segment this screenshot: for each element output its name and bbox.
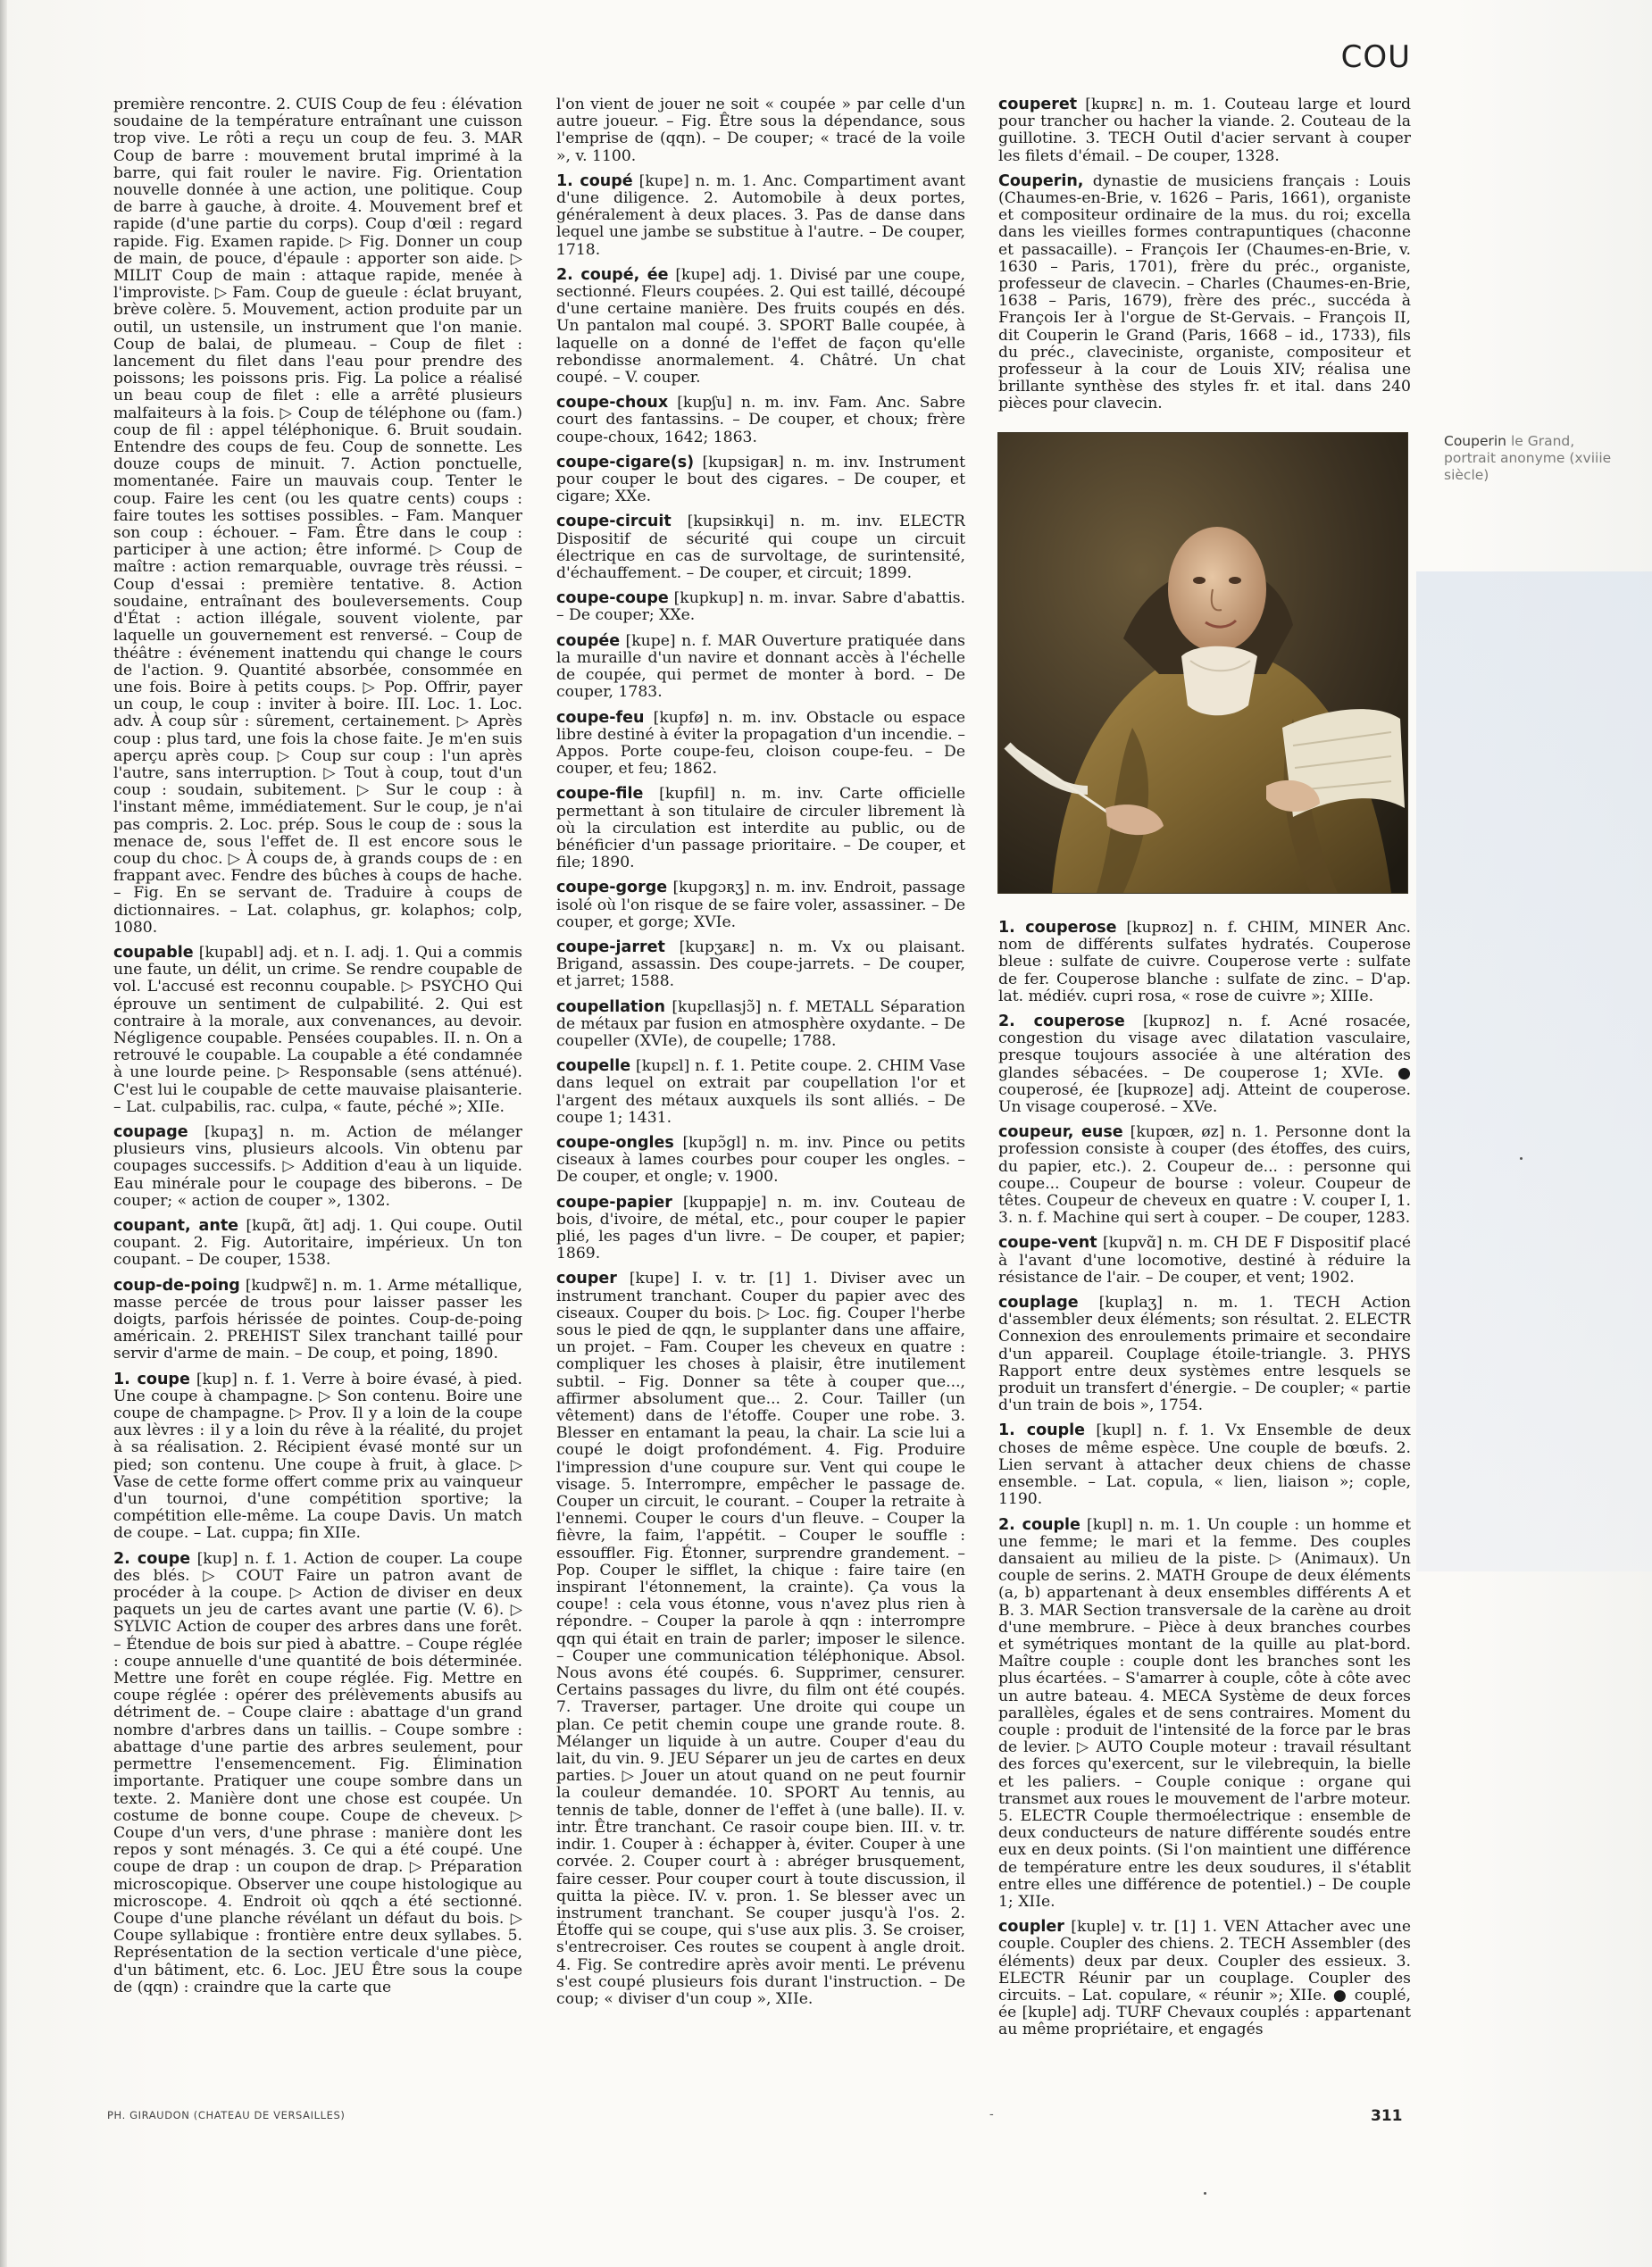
headword: coupellation [556, 997, 665, 1016]
entry-body: [kupgɔʀʒ] n. m. inv. Endroit, passage isolé où l'on risque de se faire voler, assassiner. – De couper, et gorge; XVIe. [556, 879, 965, 931]
entry-body: [kupɛl] n. f. 1. Petite coupe. 2. CHIM Vase dans lequel on extrait par coupellation l'or et l'argent des métaux auxquels ils sont alliés. – De coupe 1; 1431. [556, 1057, 965, 1127]
photo-credit: PH. GIRAUDON (CHATEAU DE VERSAILLES) [107, 2109, 346, 2121]
entry-body: [kupʒaʀɛ] n. m. Vx ou plaisant. Brigand, assassin. Des coupe-jarrets. – De couper, et jarret; 1588. [556, 938, 965, 991]
headword: coup-de-poing [113, 1276, 240, 1295]
caption-text: le Grand, portrait anonyme (xviiie siècle) [1444, 433, 1612, 483]
headword: couplage [998, 1294, 1079, 1313]
entry [556, 96, 965, 165]
entry [556, 710, 965, 779]
entry-body: [kuplaʒ] n. m. 1. TECH Action d'assembler deux éléments; son résultat. 2. ELECTR Connexion des enroulements primaire et secondaire d'un appareil. Couplage étoile-triangle. 3. PHYS Rapport entre deux systèmes entre lesquels se produit un transfert d'énergie. – De coupler; « partie d'un train de bois », 1754. [998, 1294, 1411, 1415]
caption-name: Couperin [1444, 433, 1507, 449]
portrait-painting [998, 433, 1407, 893]
headword: coupant, ante [113, 1217, 239, 1235]
entry-body: [kudpwɛ̃] n. m. 1. Arme métallique, masse percée de trous pour laisser passer les doigts, parfois hérissée de pointes. Coup-de-poing américain. 2. PREHIST Silex tranchant taillé pour servir d'arme de main. – De coup, et poing, 1890. [113, 1276, 522, 1363]
entry-body: [kupe] n. f. MAR Ouverture pratiquée dans la muraille d'un navire et donnant accès à l'échelle de coupée, qui permet de monter à bord. – De couper, 1783. [556, 631, 965, 702]
entry-body: [kupabl] adj. et n. I. adj. 1. Qui a commis une faute, un délit, un crime. Se rendre coupable de vol. L'accusé est reconnu coupable. ▷ PSYCHO Qui éprouve un sentiment de culpabilité. 2. Qui est contraire à la morale, aux convenances, au devoir. Négligence coupable. Pensées coupables. II. n. On a retrouvé le coupable. La coupable a été condamnée à une lourde peine. ▷ Responsable (sens atténué). C'est lui le coupable de cette mauvaise plaisanterie. – Lat. culpabilis, rac. culpa, « faute, péché »; XIIe. [113, 943, 522, 1116]
entry [556, 267, 965, 387]
headword: coupée [556, 631, 621, 650]
entry [113, 1218, 522, 1270]
headword: 2. coupe [113, 1549, 191, 1568]
headword: coupler [998, 1918, 1064, 1937]
entry [998, 920, 1411, 1005]
entry [556, 633, 965, 702]
headword: coupe-choux [556, 394, 669, 413]
entry [556, 1195, 965, 1263]
headword: coupable [113, 943, 194, 962]
entry-body: [kuppapje] n. m. inv. Couteau de bois, d'ivoire, de métal, etc., pour couper le papier plié, les pages d'un livre. – De couper, et papier; 1869. [556, 1193, 965, 1263]
scan-shadow-band [1416, 571, 1652, 1571]
page-mark: - [989, 2107, 994, 2121]
headword: coupe-papier [556, 1193, 672, 1212]
entry-body: [kupɛllasjɔ̃] n. f. METALL Séparation de métaux par fusion en atmosphère oxydante. – De coupeller (XVIe), de coupelle; 1788. [556, 997, 965, 1050]
entry-body: [kupe] adj. 1. Divisé par une coupe, sectionné. Fleurs coupées. 2. Qui est taillé, découpé d'une certaine manière. Des fruits coupés en dés. Un pantalon mal coupé. 3. SPORT Balle coupée, à laquelle on a donné de l'effet de façon qu'elle rebondisse anormalement. 4. Châtré. Un chat coupé. – V. couper. [556, 265, 965, 388]
entry-body: [kupsigaʀ] n. m. inv. Instrument pour couper le bout des cigares. – De couper, et cigare; XXe. [556, 453, 965, 506]
column-2 [556, 96, 965, 2088]
entry-body: [kupaʒ] n. m. Action de mélanger plusieurs vins, plusieurs alcools. Vin obtenu par coupages successifs. ▷ Addition d'eau à un liquide. Eau minérale pour le coupage des biberons. – De couper; « action de couper », 1302. [113, 1122, 522, 1210]
entry [998, 1235, 1411, 1287]
entry [113, 1371, 522, 1543]
entry [113, 96, 522, 937]
headword: coupe-jarret [556, 938, 665, 956]
entry [556, 173, 965, 259]
entry [556, 513, 965, 582]
entry-body: [kup] n. f. 1. Verre à boire évasé, à pied. Une coupe à champagne. ▷ Son contenu. Boire une coupe de champagne. ▷ Prov. Il y a loin de la coupe aux lèvres : il y a loin du rêve à la réalité, du projet à sa réalisation. 2. Récipient évasé monté sur un pied; son contenu. Une coupe à fruit, à glace. ▷ Vase de cette forme offert comme prix au vainqueur d'un tournoi, d'une compétition sportive; la compétition elle-même. La coupe Davis. Un match de coupe. – Lat. cuppa; fin XIIe. [113, 1370, 522, 1543]
entry-body: [kupfil] n. m. inv. Carte officielle permettant à son titulaire de circuler librement là où la circulation est interdite au public, ou de bénéficier d'un passage prioritaire. – De couper, et file; 1890. [556, 785, 965, 872]
headword: coupe-circuit [556, 513, 672, 531]
headword: 1. coupe [113, 1370, 190, 1388]
headword: coupe-coupe [556, 589, 669, 608]
entry [113, 1278, 522, 1363]
entry-body: [kupkup] n. m. invar. Sabre d'abattis. – De couper; XXe. [556, 589, 965, 625]
headword: coupe-cigare(s) [556, 453, 695, 471]
entry [998, 173, 1411, 413]
entry-body: [kupfø] n. m. inv. Obstacle ou espace libre destiné à éviter la propagation d'un incendie. – Appos. Porte coupe-feu, cloison coupe-feu. – De couper, et feu; 1862. [556, 708, 965, 779]
headword: coupe-vent [998, 1234, 1097, 1253]
headword: couper [556, 1270, 617, 1288]
entry-body: [kupœʀ, øz] n. 1. Personne dont la profession consiste à couper (des étoffes, des cuirs, du papier, etc.). 2. Coupeur de... : personne qui coupe... Coupeur de bourse : voleur. Coupeur de têtes. Coupeur de cheveux en quatre : V. couper I, 1. 3. n. f. Machine qui sert à couper. – De couper, 1283. [998, 1123, 1411, 1228]
page-number: 311 [1371, 2107, 1403, 2125]
headword: coupage [113, 1122, 188, 1141]
entry [556, 454, 965, 506]
entry [556, 999, 965, 1051]
headword: Couperin, [998, 171, 1084, 190]
column-1 [113, 96, 522, 2088]
portrait-caption [1444, 433, 1623, 484]
entry [556, 879, 965, 931]
entry [556, 1271, 965, 2008]
headword: coupe-ongles [556, 1133, 674, 1152]
entry-body: [kupe] I. v. tr. [1] 1. Diviser avec un instrument tranchant. Couper du papier avec des ciseaux. Couper du bois. ▷ Loc. fig. Couper l'herbe sous le pied de qqn, le supplanter dans une affaire, un projet. – Fam. Couper les cheveux en quatre : compliquer les choses à plaisir, être inutilement subtil. – Fig. Donner sa tête à couper que..., affirmer absolument que... 2. Cour. Tailler (un vêtement) dans de l'étoffe. Couper une robe. 3. Blesser en entamant la peau, la chair. La scie lui a coupé le doigt profondément. 4. Fig. Produire l'impression d'une coupure sur. Vent qui coupe le visage. 5. Interrompre, empêcher le passage de. Couper un circuit, le courant. – Couper la retraite à l'ennemi. Couper le cours d'un fleuve. – Couper la fièvre, la faim, l'appétit. – Couper le souffle : essouffler. Fig. Étonner, surprendre grandement. – Pop. Couper le sifflet, la chique : faire taire (en inspirant l'étonnement, la crainte). Ça vous la coupe! : cela vous étonne, vous n'avez plus rien à répondre. – Couper la parole à qqn : interrompre qqn qui était en train de parler; imposer le silence. – Couper une communication téléphonique. Absol. Nous avons été coupés. 6. Supprimer, censurer. Certains passages du livre, du film ont été coupés. 7. Traverser, partager. Une droite qui coupe un plan. Ce petit chemin coupe une grande route. 8. Mélanger un liquide à un autre. Couper d'eau du lait, du vin. 9. JEU Séparer un jeu de cartes en deux parties. ▷ Jouer un atout quand on ne peut fournir la couleur demandée. 10. SPORT Au tennis, au tennis de table, donner de l'effet à (une balle). II. v. intr. Être tranchant. Ce rasoir coupe bien. III. v. tr. indir. 1. Couper à : échapper à, éviter. Couper à une corvée. 2. Couper court à : abréger brusquement, faire cesser. Pour couper court à toute discussion, il quitta la pièce. IV. v. pron. 1. Se blesser avec un instrument tranchant. Se couper jusqu'à l'os. 2. Étoffe qui se coupe, qui s'use aux plis. 3. Se croiser, s'entrecroiser. Ces routes se coupent à angle droit. 4. Fig. Se contredire après avoir menti. Le prévenu s'est coupé plusieurs fois durant l'instruction. – De coup; « diviser d'un coup », XIIe. [556, 1270, 965, 2008]
running-head: COU [1340, 39, 1411, 75]
headword: 2. couperose [998, 1013, 1125, 1031]
entry-body: [kupvɑ̃] n. m. CH DE F Dispositif placé à l'avant d'une locomotive, destiné à réduire la résistance de l'air. – De couper, et vent; 1902. [998, 1234, 1411, 1287]
entry-body: [kupsiʀkɥi] n. m. inv. ELECTR Dispositif de sécurité qui coupe un circuit électrique en cas de survoltage, de surintensité, d'échauffement. – De couper, et circuit; 1899. [556, 513, 965, 583]
headword: coupe-feu [556, 708, 645, 727]
entry [556, 786, 965, 871]
entry [556, 395, 965, 446]
entry [556, 590, 965, 624]
entry [556, 1058, 965, 1127]
headword: coupe-gorge [556, 879, 668, 897]
entry-body: [kuple] v. tr. [1] 1. VEN Attacher avec une couple. Coupler des chiens. 2. TECH Assembler (des éléments) deux par deux. Coupler des essieux. 3. ELECTR Réunir par un couplage. Coupler des circuits. – Lat. copulare, « réunir »; XIIe. ● couplé, ée [kuple] adj. TURF Chevaux couplés : appartenant au même propriétaire, et engagés [998, 1918, 1411, 2039]
entry [556, 939, 965, 991]
scan-edge [0, 0, 7, 2267]
headword: 2. couple [998, 1515, 1080, 1534]
entry-body: [kupl] n. f. 1. Vx Ensemble de deux choses de même espèce. Une couple de bœufs. 2. Lien servant à attacher deux chiens de chasse ensemble. – Lat. copula, « lien, liaison »; cople, 1190. [998, 1421, 1411, 1509]
couperin-portrait [998, 433, 1407, 893]
entry [998, 1013, 1411, 1116]
entry-body: [kupe] n. m. 1. Anc. Compartiment avant d'une diligence. 2. Automobile à deux portes, généralement à deux places. 3. Pas de danse dans lequel une jambe se substitue à l'autre. – De couper, 1718. [556, 171, 965, 259]
entry [998, 1517, 1411, 1912]
entry-body: [kupɑ̃, ɑ̃t] adj. 1. Qui coupe. Outil coupant. 2. Fig. Autoritaire, impérieux. Un ton coupant. – De couper, 1538. [113, 1217, 522, 1270]
entry-body: [kupʀoz] n. f. CHIM, MINER Anc. nom de différents sulfates hydratés. Couperose bleue : sulfate de cuivre. Couperose verte : sulfate de fer. Couperose blanche : sulfate de zinc. – D'ap. lat. médiév. cupri rosa, « rose de cuivre »; XIIIe. [998, 920, 1411, 1005]
entry-body: dynastie de musiciens français : Louis (Chaumes-en-Brie, v. 1626 – Paris, 1661), organiste et compositeur ordinaire de la mus. du roi; excella dans les vieilles formes contrapuntiques (chaconne et passacaille). – François Ier (Chaumes-en-Brie, v. 1630 – Paris, 1701), frère du préc., organiste, professeur de clavecin. – Charles (Chaumes-en-Brie, 1638 – Paris, 1679), frère des préc., succéda à François Ier à l'orgue de St-Gervais. – François II, dit Couperin le Grand (Paris, 1668 – id., 1733), fils du préc., claveciniste, organiste, compositeur et professeur à la cour de Louis XIV; réalisa une brillante synthèse des styles fr. et ital. dans 240 pièces pour clavecin. [998, 171, 1411, 413]
entry [998, 1295, 1411, 1414]
headword: 1. couperose [998, 920, 1117, 937]
headword: coupelle [556, 1057, 631, 1076]
entry [113, 945, 522, 1116]
entry-body: [kupʀoz] n. f. Acné rosacée, congestion du visage avec dilatation vasculaire, presque toujours associée à une altération des glandes sébacées. – De couperose 1; XVIe. ● couperosé, ée [kupʀoze] adj. Atteint de couperose. Un visage couperosé. – XVe. [998, 1013, 1411, 1117]
entry-body: [kupl] n. m. 1. Un couple : un homme et une femme; le mari et la femme. Des couples dansaient au milieu de la piste. ▷ (Animaux). Un couple de serins. 2. MATH Groupe de deux éléments (a, b) appartenant à deux ensembles différents A et B. 3. MAR Section transversale de la carène au droit d'une membrure. – Pièce à deux branches courbes et symétriques montant de la quille au plat-bord. Maître couple : couple dont les branches sont les plus écartées. – S'amarrer à couple, côte à côte avec un autre bateau. 4. MECA Système de deux forces parallèles, égales et de sens contraires. Moment du couple : produit de l'intensité de la force par le bras de levier. ▷ AUTO Couple moteur : travail résultant des forces qu'exercent, sur le vilebrequin, la bielle et les paliers. – Couple conique : organe qui transmet aux roues le mouvement de l'arbre moteur. 5. ELECTR Couple thermoélectrique : ensemble de deux conducteurs de nature différente soudés entre eux en deux points. (Si l'on maintient une différence de température entre les deux soudures, il s'établit entre elles une différence de potentiel.) – De couple 1; XIIe. [998, 1515, 1411, 1911]
headword: coupeur, euse [998, 1123, 1123, 1142]
entry [556, 1135, 965, 1187]
entry-body: première rencontre. 2. CUIS Coup de feu : élévation soudaine de la température entraînant une cuisson trop vive. Le rôti a reçu un coup de feu. 3. MAR Coup de barre : mouvement brutal imprimé à la barre, qui fait rouler le navire. Fig. Orientation nouvelle donnée à une action, une politique. Coup de barre à gauche, à droite. 4. Mouvement bref et rapide (d'une partie du corps). Coup d'œil : regard rapide. Fig. Examen rapide. ▷ Fig. Donner un coup de main, de pouce, d'épaule : apporter son aide. ▷ MILIT Coup de main : attaque rapide, menée à l'improviste. ▷ Fam. Coup de gueule : éclat bruyant, brève colère. 5. Mouvement, action produite par un outil, un ustensile, un instrument que l'on manie. Coup de balai, de plumeau. – Coup de filet : lancement du filet dans l'eau pour prendre des poissons; les poissons pris. Fig. La police a réalisé un beau coup de filet : elle a arrêté plusieurs malfaiteurs à la fois. ▷ Coup de téléphone ou (fam.) coup de fil : appel téléphonique. 6. Bruit soudain. Entendre des coups de feu. Coup de sonnette. Les douze coups de minuit. 7. Action ponctuelle, momentanée. Faire un mauvais coup. Tenter le coup. Faire les cent (ou les quatre cents) coups : faire toutes les sottises possibles. – Fam. Manquer son coup : échouer. – Fam. Être dans le coup : participer à une action; être informé. ▷ Coup de maître : action remarquable, ouvrage très réussi. – Coup d'essai : première tentative. 8. Action soudaine, entraînant des bouleversements. Coup d'État : action illégale, souvent violente, par laquelle un gouvernement est renversé. – Coup de théâtre : événement inattendu qui change le cours de l'action. 9. Quantité absorbée, consommée en une fois. Boire à petits coups. ▷ Pop. Offrir, payer un coup, le coup : inviter à boire. III. Loc. 1. Loc. adv. À coup sûr : sûrement, certainement. ▷ Après coup : plus tard, une fois la chose faite. Je m'en suis aperçu après coup. ▷ Coup sur coup : l'un après l'autre, sans interruption. ▷ Tout à coup, tout d'un coup : soudain, subitement. ▷ Sur le coup : à l'instant même, immédiatement. Sur le coup, je n'ai pas compris. 2. Loc. prép. Sous le coup de : sous la menace de, sous l'effet de. Il est encore sous le coup du choc. ▷ À coups de, à grands coups de : en frappant avec. Fendre des bûches à coups de hache. – Fig. En se servant de. Traduire à coups de dictionnaires. – Lat. colaphus, gr. kolaphos; colp, 1080. [113, 96, 522, 937]
entry [998, 1919, 1411, 2038]
entry-body: [kup] n. f. 1. Action de couper. La coupe des blés. ▷ COUT Faire un patron avant de procéder à la coupe. ▷ Action de diviser en deux paquets un jeu de cartes avant une partie (V. 6). ▷ SYLVIC Action de couper des arbres dans une forêt. – Étendue de bois sur pied à abattre. – Coupe réglée : coupe annuelle d'une quantité de bois déterminée. Mettre une forêt en coupe réglée. Fig. Mettre en coupe réglée : opérer des prélèvements abusifs au détriment de. – Coupe claire : abattage d'un grand nombre d'arbres dans un taillis. – Coupe sombre : abattage d'une partie des arbres seulement, pour permettre l'ensemencement. Fig. Élimination importante. Pratiquer une coupe sombre dans un texte. 2. Manière dont une chose est coupée. Un costume de bonne coupe. Coupe de cheveux. ▷ Coupe d'un vers, d'une phrase : manière dont les repos y sont ménagés. 3. Ce qui a été coupé. Une coupe de drap : un coupon de drap. ▷ Préparation microscopique. Observer une coupe histologique au microscope. 4. Endroit où qqch a été sectionné. Coupe d'une planche révélant un défaut du bois. ▷ Coupe syllabique : frontière entre deux syllabes. 5. Représentation de la section verticale d'une pièce, d'un bâtiment, etc. 6. Loc. JEU Être sous la coupe de (qqn) : craindre que la carte que [113, 1549, 522, 1996]
entry [998, 1124, 1411, 1227]
entry [113, 1124, 522, 1210]
entry [998, 1422, 1411, 1508]
headword: 1. coupé [556, 171, 633, 190]
entry-body: [kupɔ̃gl] n. m. inv. Pince ou petits ciseaux à lames courbes pour couper les ongles. – De couper, et ongle; v. 1900. [556, 1133, 965, 1187]
entry-body: [kupʀɛ] n. m. 1. Couteau large et lourd pour trancher ou hacher la viande. 2. Couteau de la guillotine. 3. TECH Outil d'acier servant à couper les filets d'émail. – De couper, 1328. [998, 96, 1411, 165]
scan-speck [1204, 2192, 1206, 2195]
scan-speck [1520, 1157, 1523, 1160]
column-3-bottom [998, 920, 1411, 2089]
entry [998, 96, 1411, 165]
headword: 2. coupé, ée [556, 265, 669, 284]
entry-body: l'on vient de jouer ne soit « coupée » par celle d'un autre joueur. – Fig. Être sous la dépendance, sous l'emprise de (qqn). – De couper; « tracé de la voile », v. 1100. [556, 96, 965, 165]
column-3-top [998, 96, 1411, 427]
headword: 1. couple [998, 1421, 1086, 1440]
headword: coupe-file [556, 785, 644, 804]
entry [113, 1551, 522, 1996]
headword: couperet [998, 96, 1078, 113]
entry-body: [kupʃu] n. m. inv. Fam. Anc. Sabre court des fantassins. – De couper, et choux; frère coupe-choux, 1642; 1863. [556, 394, 965, 446]
